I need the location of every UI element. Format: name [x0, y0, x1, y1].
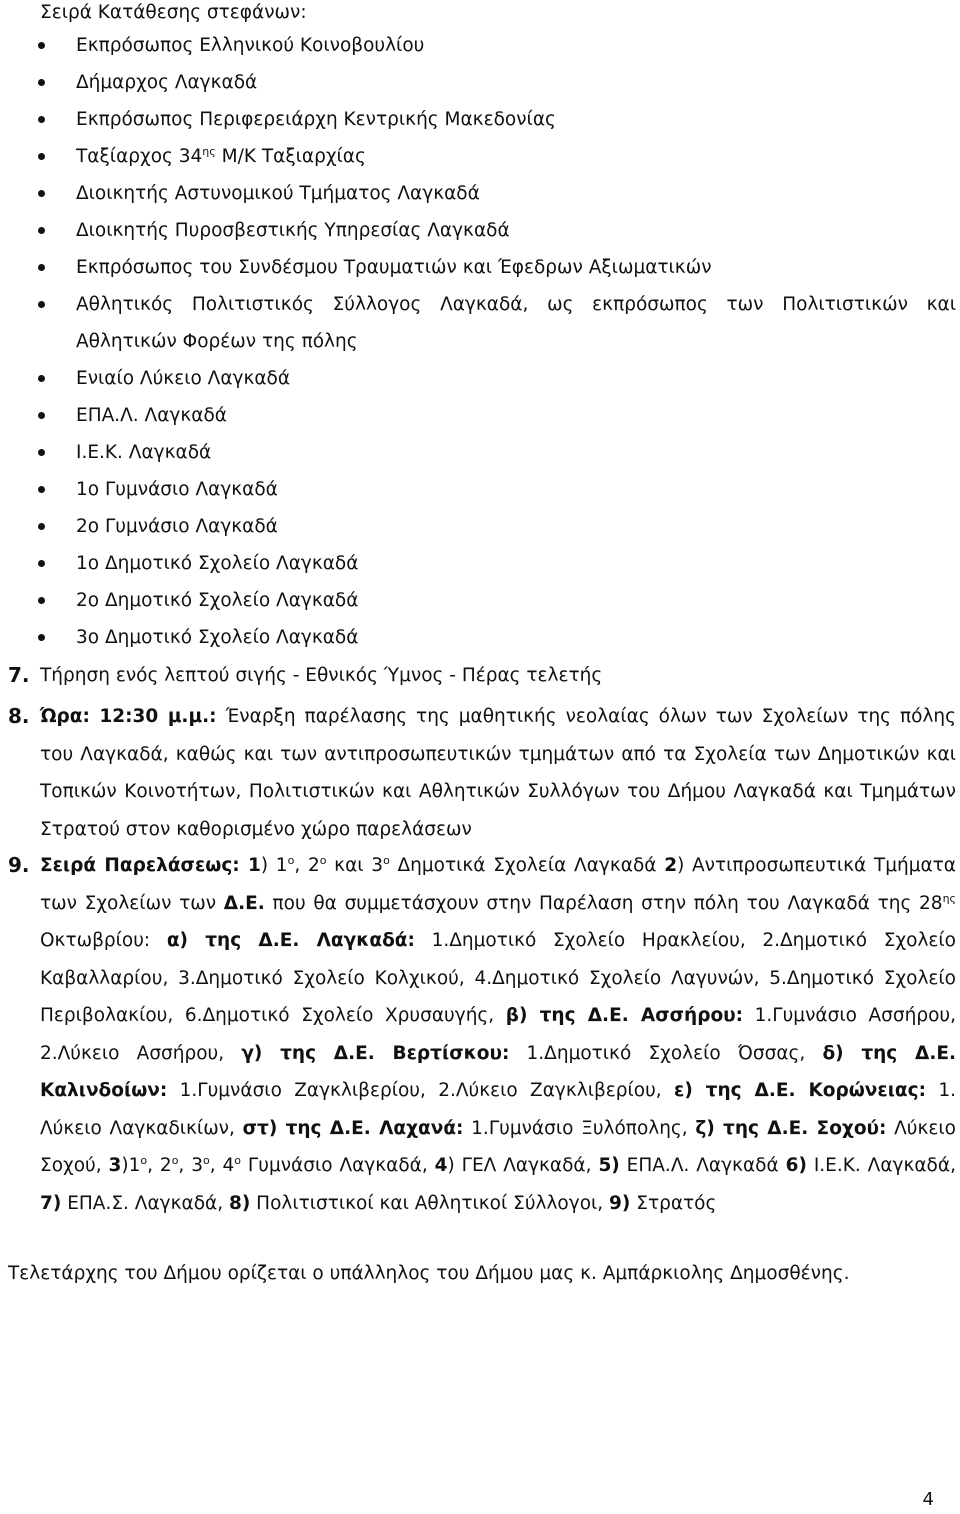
list-item: Ι.Ε.Κ. Λαγκαδά — [0, 434, 960, 471]
text-segment: ης — [942, 891, 956, 905]
text-segment: 1.Γυμνάσιο Ασσήρου, 2.Λύκειο Ασσήρου, — [40, 1005, 956, 1064]
bullet-icon — [38, 153, 45, 160]
item-number: 7. — [8, 663, 30, 687]
list-item: Εκπρόσωπος Περιφερειάρχη Κεντρικής Μακεδονίας — [0, 101, 960, 138]
text-segment: ο — [383, 853, 390, 867]
bullet-icon — [38, 412, 45, 419]
bullet-icon — [38, 264, 45, 271]
bullet-icon — [38, 42, 45, 49]
bullet-icon — [38, 116, 45, 123]
bullet-icon — [38, 301, 45, 308]
text-segment: Οκτωβρίου: — [40, 930, 167, 951]
item-8 — [0, 698, 956, 848]
text-segment: ) ΓΕΛ Λαγκαδά, — [447, 1155, 599, 1176]
list-item: 1ο Γυμνάσιο Λαγκαδά — [0, 471, 960, 508]
item-number: 9. — [8, 853, 30, 877]
text-segment: 3 — [108, 1155, 122, 1176]
text-segment: ο — [140, 1153, 148, 1167]
text-segment: ) 1 — [260, 855, 288, 876]
list-item: Διοικητής Αστυνομικού Τμήματος Λαγκαδά — [0, 175, 960, 212]
text-segment: Πολιτιστικοί και Αθλητικοί Σύλλογοι, — [250, 1192, 610, 1214]
text-segment: ) Αντιπροσωπευτικά Τμήματα των Σχολείων των — [40, 855, 956, 914]
text-segment: , 2 — [294, 855, 320, 876]
text-segment: ο — [202, 1153, 210, 1167]
bullet-icon — [38, 375, 45, 382]
text-segment: 1.Γυμνάσιο Ζαγκλιβερίου, 2.Λύκειο Ζαγκλιβερίου, — [167, 1080, 675, 1101]
list-item: Ενιαίο Λύκειο Λαγκαδά — [0, 360, 960, 397]
bullet-icon — [38, 449, 45, 456]
list-item: Αθλητικός Πολιτιστικός Σύλλογος Λαγκαδά, ως εκπρόσωπος των Πολιτιστικών και Αθλητικών Φορέων της πόλης — [0, 286, 960, 360]
list-item: Δήμαρχος Λαγκαδά — [0, 64, 960, 101]
text-segment: Λύκειο Σοχού, — [40, 1117, 956, 1176]
list-item: 2ο Δημοτικό Σχολείο Λαγκαδά — [0, 582, 960, 619]
text-segment: 2 — [664, 855, 678, 876]
master-of-ceremonies-note: Τελετάρχης του Δήμου ορίζεται ο υπάλληλος του Δήμου μας κ. Αμπάρκιολης Δημοσθένης. — [8, 1263, 850, 1284]
text-segment: 5) — [598, 1155, 620, 1176]
wreath-list — [0, 27, 960, 656]
bullet-icon — [38, 523, 45, 530]
text-segment: 1.Δημοτικό Σχολείο Όσσας, — [509, 1042, 823, 1064]
item-7 — [0, 657, 956, 695]
list-item: Εκπρόσωπος του Συνδέσμου Τραυματιών και Έφεδρων Αξιωματικών — [0, 249, 960, 286]
bullet-icon — [38, 597, 45, 604]
bullet-icon — [38, 227, 45, 234]
item-text: Ώρα: 12:30 μ.μ.: Έναρξη παρέλασης της μαθητικής νεολαίας όλων των Σχολείων της πόλης του Λαγκαδά, καθώς και των αντιπροσωπευτικών τμημάτων από τα Σχολεία των Δημοτικών και Τοπικών Κοινοτήτων, Πολιτιστικών και Αθλητικών Συλλόγων του Δήμου Λαγκαδά και Τμημάτων Στρατού στον καθορισμένο χώρο παρελάσεων — [40, 706, 956, 840]
list-item: Ταξίαρχος $34^{\eta\varsigma}$ Μ/Κ Ταξιαρχίας — [0, 138, 960, 175]
item-number: 8. — [8, 704, 30, 728]
text-segment: στ) της Δ.Ε. Λαχανά: — [242, 1117, 464, 1139]
list-item: Διοικητής Πυροσβεστικής Υπηρεσίας Λαγκαδά — [0, 212, 960, 249]
list-item: 2ο Γυμνάσιο Λαγκαδά — [0, 508, 960, 545]
text-segment: ο — [234, 1153, 242, 1167]
parade-order-text — [40, 847, 956, 1222]
text-segment: γ) της Δ.Ε. Βερτίσκου: — [241, 1042, 510, 1064]
text-segment: ε) της Δ.Ε. Κορώνειας: — [674, 1080, 926, 1101]
list-item: 1ο Δημοτικό Σχολείο Λαγκαδά — [0, 545, 960, 582]
list-item: 3ο Δημοτικό Σχολείο Λαγκαδά — [0, 619, 960, 656]
text-segment: 4 — [434, 1155, 448, 1176]
text-segment: Δημοτικά Σχολεία Λαγκαδά — [389, 855, 665, 876]
text-segment: , 4 — [209, 1155, 235, 1176]
text-segment: ο — [171, 1153, 179, 1167]
text-segment: )1 — [121, 1155, 141, 1176]
text-segment: ο — [319, 853, 327, 867]
text-segment: Δ.Ε. — [223, 892, 265, 914]
text-segment: Γυμνάσιο Λαγκαδά, — [241, 1155, 435, 1176]
text-segment: 9) — [609, 1192, 631, 1214]
text-segment: 7) — [40, 1192, 62, 1214]
text-segment: ζ) της Δ.Ε. Σοχού: — [695, 1117, 887, 1139]
text-segment: Στρατός — [630, 1192, 717, 1214]
text-segment: ΕΠΑ.Λ. Λαγκαδά — [619, 1155, 786, 1176]
text-segment: που θα συμμετάσχουν στην Παρέλαση στην πόλη του Λαγκαδά της 28 — [264, 892, 943, 914]
text-segment: α) της Δ.Ε. Λαγκαδά: — [166, 930, 415, 951]
text-segment: 1. — [414, 930, 450, 951]
text-segment: Δημοτικό Σχολείο Ηρακλείου, 2.Δημοτικό Σχολείο Καβαλλαρίου, 3.Δημοτικό Σχολείο Κολχικού, 4.Δημοτικό Σχολείο Λαγυνών, 5.Δημοτικό Σχολείο Περιβολακίου, 6.Δημοτικό Σχολείο Χρυσαυγής, — [40, 930, 956, 1026]
text-segment: Σειρά Παρελάσεως: 1 — [40, 855, 261, 876]
text-segment: , 3 — [178, 1155, 203, 1176]
text-segment: δ) της Δ.Ε. Καλινδοίων: — [40, 1042, 957, 1101]
text-segment: και 3 — [326, 855, 384, 876]
time-label: Ώρα: 12:30 μ.μ.: — [40, 706, 217, 727]
bullet-icon — [38, 634, 45, 641]
item-text: Τήρηση ενός λεπτού σιγής - Εθνικός Ύμνος - Πέρας τελετής — [40, 665, 603, 686]
text-segment: ο — [287, 853, 295, 867]
page-number: 4 — [922, 1489, 934, 1510]
text-segment: 1. Λύκειο Λαγκαδικίων, — [40, 1080, 956, 1139]
bullet-icon — [38, 190, 45, 197]
item-9 — [0, 847, 956, 1222]
bullet-icon — [38, 79, 45, 86]
list-item: Εκπρόσωπος Ελληνικού Κοινοβουλίου — [0, 27, 960, 64]
wreath-order-heading: Σειρά Κατάθεσης στεφάνων: — [40, 2, 307, 23]
text-segment: β) της Δ.Ε. Ασσήρου: — [505, 1005, 744, 1026]
bullet-icon — [38, 560, 45, 567]
text-segment: Ι.Ε.Κ. Λαγκαδά, — [806, 1155, 956, 1176]
text-segment: , 2 — [147, 1155, 172, 1176]
bullet-icon — [38, 486, 45, 493]
text-segment: 6) — [785, 1155, 807, 1176]
text-segment: 1.Γυμνάσιο Ξυλόπολης, — [463, 1117, 696, 1139]
text-segment: ΕΠΑ.Σ. Λαγκαδά, — [61, 1192, 229, 1214]
text-segment: 8) — [228, 1192, 251, 1214]
list-item: ΕΠΑ.Λ. Λαγκαδά — [0, 397, 960, 434]
